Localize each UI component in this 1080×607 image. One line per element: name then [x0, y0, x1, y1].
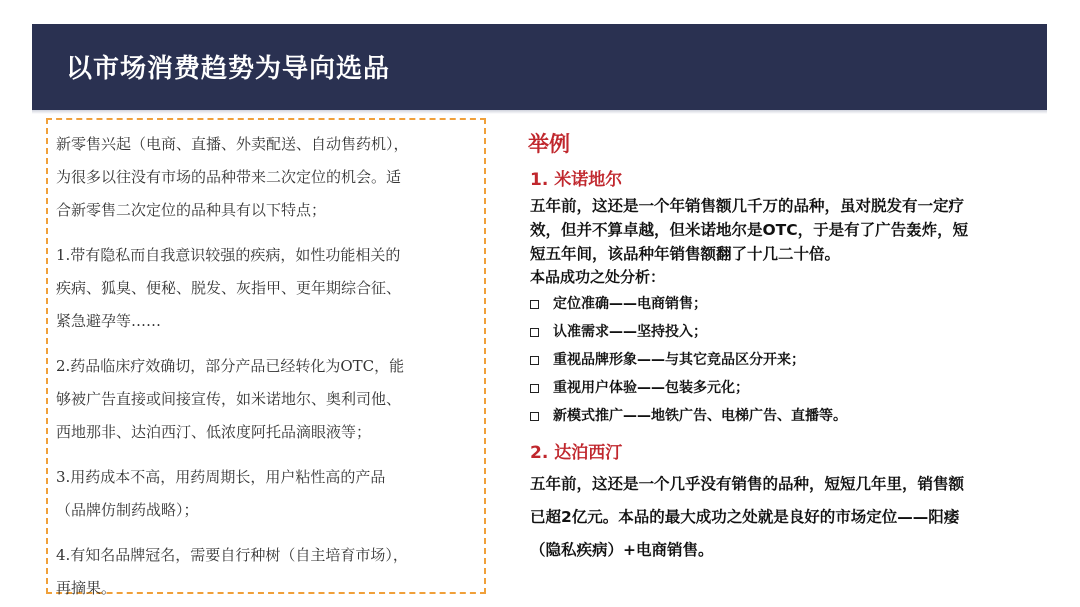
features-line: 疾病、狐臭、便秘、脱发、灰指甲、更年期综合征、	[56, 279, 402, 297]
case2-line: 已超2亿元。本品的最大成功之处就是良好的市场定位——阳痿	[530, 508, 960, 526]
checkbox-icon	[530, 412, 539, 421]
top-band	[0, 0, 1080, 24]
features-line: 够被广告直接或间接宣传，如米诺地尔、奥利司他、	[56, 390, 402, 408]
checkbox-icon	[530, 300, 539, 309]
features-line: 再摘果。	[56, 579, 117, 597]
checkbox-icon	[530, 384, 539, 393]
features-line: （品牌仿制药战略）；	[56, 501, 199, 519]
header-bar	[32, 24, 1047, 110]
case1-line: 效，但并不算卓越，但米诺地尔是OTC，于是有了广告轰炸，短	[530, 221, 969, 239]
example-heading: 举例	[528, 132, 570, 156]
list-item: 新模式推广——地铁广告、电梯广告、直播等。	[530, 402, 847, 430]
case1-line: 短五年间，该品种年销售额翻了十几二十倍。	[530, 245, 841, 263]
checkbox-icon	[530, 356, 539, 365]
list-item: 重视品牌形象——与其它竞品区分开来；	[530, 346, 847, 374]
features-line: 紧急避孕等……	[56, 312, 162, 330]
case1-bullet-list	[530, 290, 847, 430]
features-line: 2.药品临床疗效确切，部分产品已经转化为OTC，能	[56, 357, 405, 375]
checkbox-icon	[530, 328, 539, 337]
features-line: 4.有知名品牌冠名，需要自行种树（自主培育市场），	[56, 546, 408, 564]
features-line: 为很多以往没有市场的品种带来二次定位的机会。适	[56, 168, 402, 186]
case1-line: 五年前，这还是一个年销售额几千万的品种，虽对脱发有一定疗	[530, 197, 965, 215]
case2-line: 五年前，这还是一个几乎没有销售的品种，短短几年里，销售额	[530, 475, 965, 493]
features-box	[46, 118, 486, 597]
features-line: 新零售兴起（电商、直播、外卖配送、自动售药机），	[56, 135, 409, 153]
features-line: 合新零售二次定位的品种具有以下特点；	[56, 201, 327, 219]
list-item: 重视用户体验——包装多元化；	[530, 374, 847, 402]
case2-line: （隐私疾病）+电商销售。	[530, 541, 714, 559]
list-item: 定位准确——电商销售；	[530, 290, 847, 318]
case1-title: 1. 米诺地尔	[530, 170, 623, 190]
page-title: 以市场消费趋势为导向选品	[66, 54, 391, 84]
case1-analysis-label: 本品成功之处分析：	[530, 268, 666, 286]
features-line: 3.用药成本不高，用药周期长，用户粘性高的产品	[56, 468, 386, 486]
features-line: 1.带有隐私而自我意识较强的疾病，如性功能相关的	[56, 246, 401, 264]
header-shadow	[32, 110, 1047, 114]
case2-title: 2. 达泊西汀	[530, 443, 623, 463]
list-item: 认准需求——坚持投入；	[530, 318, 847, 346]
features-line: 西地那非、达泊西汀、低浓度阿托品滴眼液等；	[56, 423, 372, 441]
